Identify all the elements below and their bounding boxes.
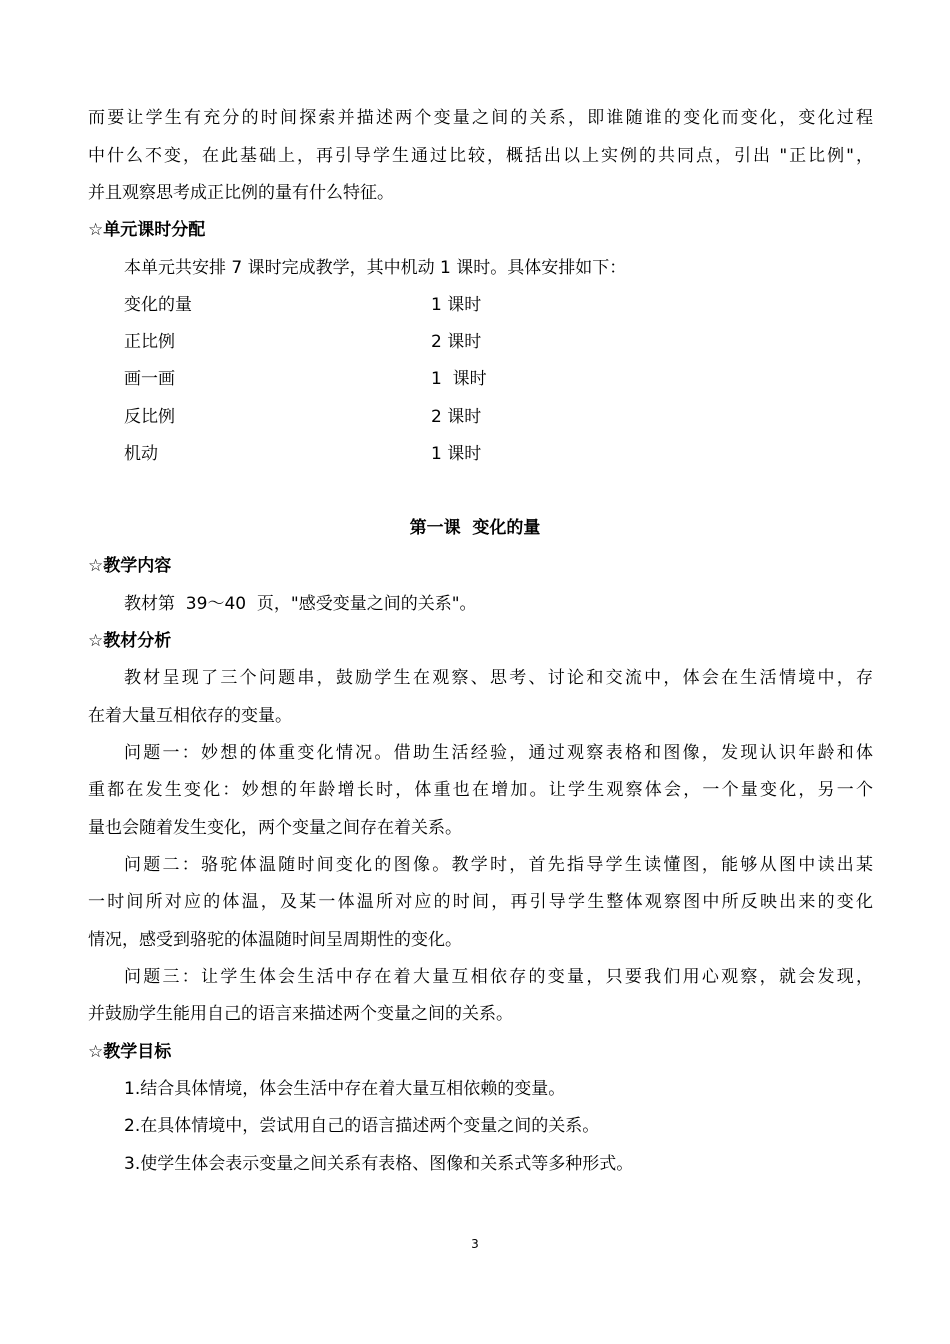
schedule-item-name: 正比例	[124, 332, 175, 352]
schedule-item-hours: 2 课时	[431, 407, 482, 427]
schedule-item-hours: 1 课时	[431, 369, 487, 389]
intro-line-1: 而要让学生有充分的时间探索并描述两个变量之间的关系，即谁随谁的变化而变化，变化过程	[88, 108, 873, 128]
analysis-p4-line-2: 并鼓励学生能用自己的语言来描述两个变量之间的关系。	[88, 1004, 513, 1024]
analysis-p3-line-3: 情况，感受到骆驼的体温随时间呈周期性的变化。	[88, 930, 462, 950]
schedule-item-hours: 2 课时	[431, 332, 482, 352]
teaching-goals-heading: ☆教学目标	[88, 1042, 172, 1062]
teaching-content-text: 教材第 39～40 页，"感受变量之间的关系"。	[124, 594, 477, 614]
intro-line-3: 并且观察思考成正比例的量有什么特征。	[88, 183, 394, 203]
lesson-title: 第一课 变化的量	[409, 518, 541, 538]
analysis-p3-line-1: 问题二：骆驼体温随时间变化的图像。教学时，首先指导学生读懂图，能够从图中读出某	[124, 855, 873, 875]
schedule-item-name: 反比例	[124, 407, 175, 427]
schedule-item-name: 变化的量	[124, 295, 192, 315]
schedule-item-name: 画一画	[124, 369, 175, 389]
teaching-content-heading: ☆教学内容	[88, 556, 172, 576]
schedule-item-hours: 1 课时	[431, 444, 482, 464]
unit-schedule-intro: 本单元共安排 7 课时完成教学，其中机动 1 课时。具体安排如下：	[124, 258, 627, 278]
unit-schedule-heading: ☆单元课时分配	[88, 220, 206, 240]
analysis-p1-line-1: 教材呈现了三个问题串，鼓励学生在观察、思考、讨论和交流中，体会在生活情境中，存	[124, 668, 873, 688]
page-number: 3	[471, 1237, 479, 1251]
analysis-p3-line-2: 一时间所对应的体温，及某一体温所对应的时间，再引导学生整体观察图中所反映出来的变化	[88, 892, 873, 912]
analysis-p2-line-3: 量也会随着发生变化，两个变量之间存在着关系。	[88, 818, 462, 838]
analysis-p2-line-1: 问题一：妙想的体重变化情况。借助生活经验，通过观察表格和图像，发现认识年龄和体	[124, 743, 873, 763]
schedule-item-name: 机动	[124, 444, 158, 464]
material-analysis-heading: ☆教材分析	[88, 631, 172, 651]
analysis-p1-line-2: 在着大量互相依存的变量。	[88, 706, 292, 726]
analysis-p2-line-2: 重都在发生变化：妙想的年龄增长时，体重也在增加。让学生观察体会，一个量变化，另一个	[88, 780, 873, 800]
schedule-item-hours: 1 课时	[431, 295, 482, 315]
goal-item: 2.在具体情境中，尝试用自己的语言描述两个变量之间的关系。	[124, 1116, 600, 1136]
intro-line-2: 中什么不变，在此基础上，再引导学生通过比较，概括出以上实例的共同点，引出 "正比例"，	[88, 146, 873, 166]
goal-item: 3.使学生体会表示变量之间关系有表格、图像和关系式等多种形式。	[124, 1154, 634, 1174]
goal-item: 1.结合具体情境，体会生活中存在着大量互相依赖的变量。	[124, 1079, 566, 1099]
analysis-p4-line-1: 问题三：让学生体会生活中存在着大量互相依存的变量，只要我们用心观察，就会发现，	[124, 967, 873, 987]
